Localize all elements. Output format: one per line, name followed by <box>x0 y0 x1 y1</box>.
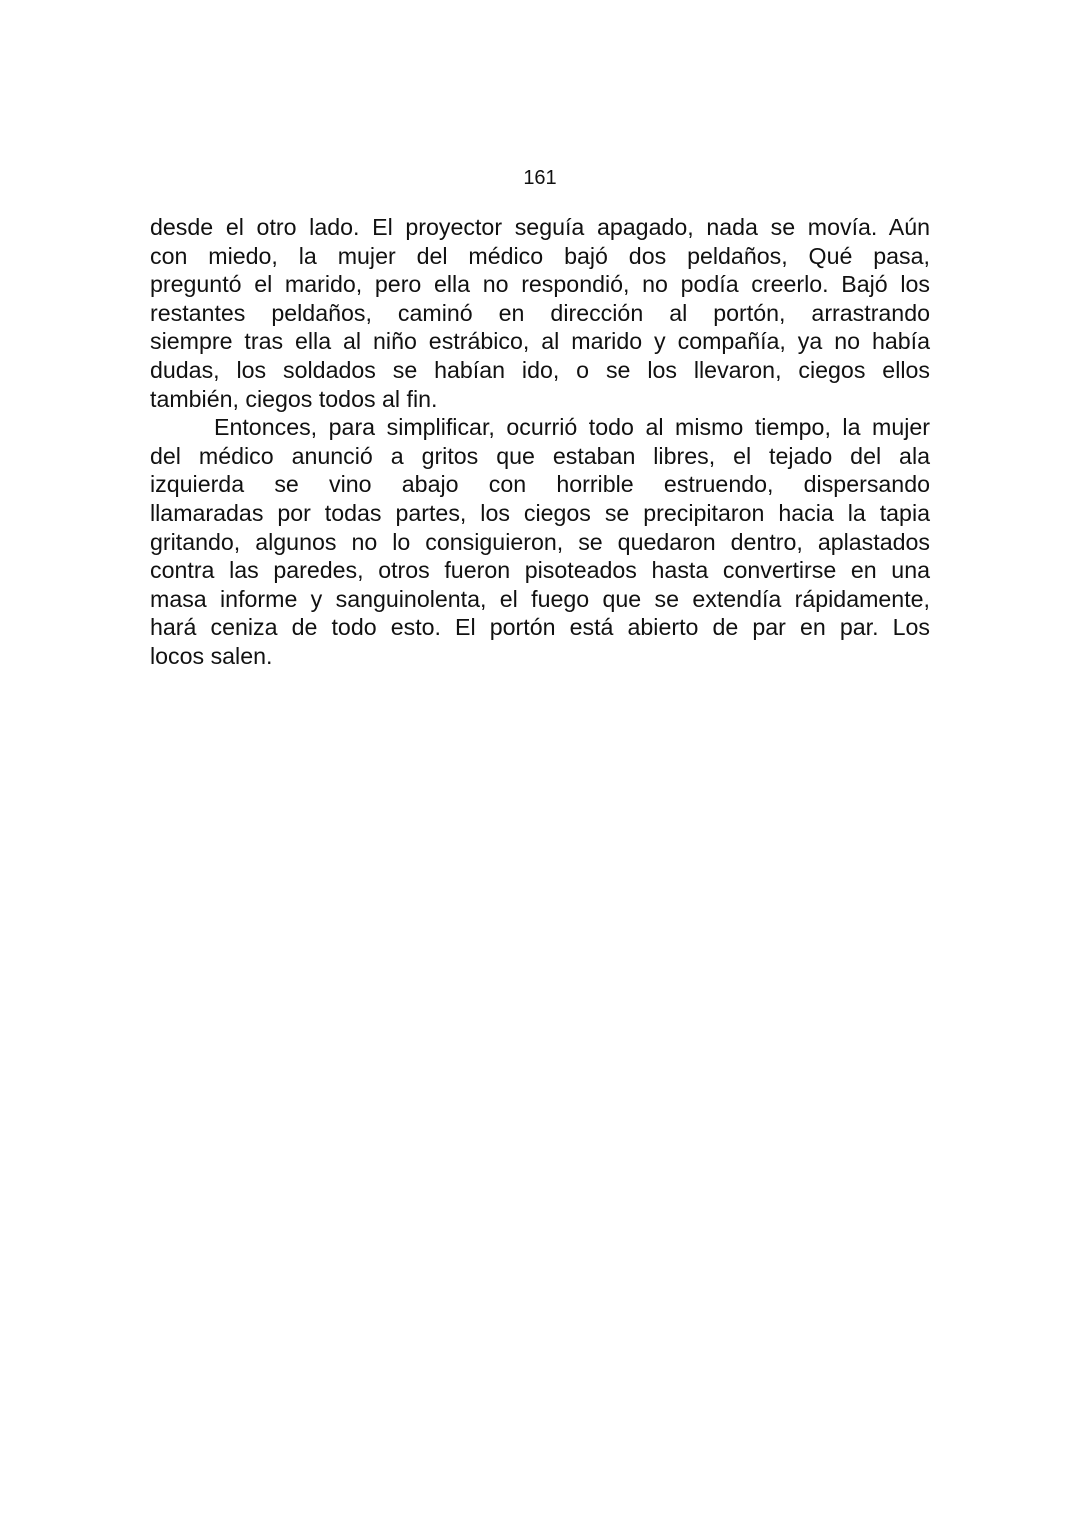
body-text <box>150 213 930 671</box>
text-line: siempre tras ella al niño estrábico, al marido y compañía, ya no había <box>150 328 930 355</box>
text-line: con miedo, la mujer del médico bajó dos peldaños, Qué pasa, <box>150 242 930 269</box>
text-line: llamaradas por todas partes, los ciegos se precipitaron hacia la tapia <box>150 499 930 526</box>
text-line: dudas, los soldados se habían ido, o se los llevaron, ciegos ellos <box>150 356 930 383</box>
paragraph-2 <box>150 413 930 670</box>
text-line: izquierda se vino abajo con horrible estruendo, dispersando <box>150 471 930 498</box>
text-line: del médico anunció a gritos que estaban libres, el tejado del ala <box>150 442 930 469</box>
text-line: masa informe y sanguinolenta, el fuego que se extendía rápidamente, <box>150 585 930 612</box>
text-line: hará ceniza de todo esto. El portón está abierto de par en par. Los <box>150 614 930 641</box>
paragraph-1 <box>150 213 930 413</box>
page-number: 161 <box>523 167 557 189</box>
text-line: contra las paredes, otros fueron pisoteados hasta convertirse en una <box>150 557 930 584</box>
text-line: preguntó el marido, pero ella no respondió, no podía creerlo. Bajó los <box>150 271 930 298</box>
text-line: también, ciegos todos al fin. <box>150 385 438 412</box>
text-line: restantes peldaños, caminó en dirección al portón, arrastrando <box>150 299 930 326</box>
text-line: locos salen. <box>150 642 273 669</box>
text-line: Entonces, para simplificar, ocurrió todo al mismo tiempo, la mujer <box>214 414 930 441</box>
text-line: gritando, algunos no lo consiguieron, se quedaron dentro, aplastados <box>150 528 930 555</box>
text-line: desde el otro lado. El proyector seguía apagado, nada se movía. Aún <box>150 214 930 240</box>
